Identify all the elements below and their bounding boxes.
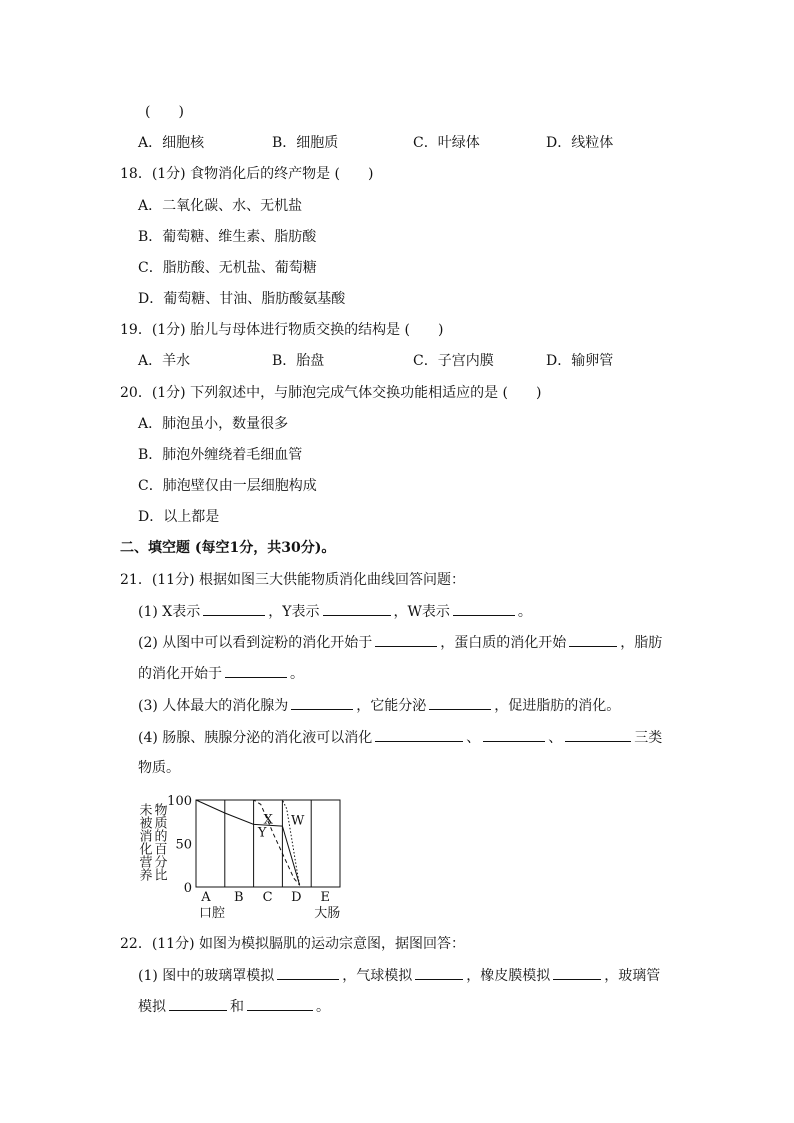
series-line-x — [196, 800, 300, 885]
q22-part1-cont — [138, 996, 330, 1017]
series-label-x: X — [263, 812, 273, 828]
q17-options — [0, 133, 794, 153]
q21-p3-text-a: (3) 人体最大的消化腺为 — [138, 698, 289, 714]
blank-line — [291, 695, 353, 710]
q21-p2-text-b: ，蛋白质的消化开始 — [440, 635, 567, 651]
x-under-label-large-intestine: 大肠 — [314, 906, 341, 919]
x-tick-label: A — [201, 890, 211, 905]
q20-option-a: A．肺泡虽小，数量很多 — [138, 416, 289, 432]
series-line-w — [196, 800, 300, 885]
q18-option-d: D．葡萄糖、甘油、脂肪酸氨基酸 — [138, 291, 346, 307]
blank-line — [169, 996, 227, 1011]
q21-p2b-text-a: 的消化开始于 — [138, 666, 222, 682]
q21-stem: 21．(11分) 根据如图三大供能物质消化曲线回答问题： — [120, 572, 466, 588]
q19-option-b: B．胎盘 — [272, 353, 325, 369]
blank-line — [483, 727, 545, 742]
q20-option-d: D．以上都是 — [138, 509, 220, 525]
q19-stem: 19．(1分) 胎儿与母体进行物质交换的结构是 ( ) — [120, 322, 444, 338]
q21-p4-text-a: (4) 肠腺、胰腺分泌的消化液可以消化 — [138, 730, 373, 746]
q17-option-d: D．线粒体 — [546, 135, 614, 151]
q17-option-b: B．细胞质 — [272, 135, 339, 151]
blank-line — [323, 601, 391, 616]
q22-p1-text-d: ，玻璃管 — [604, 968, 661, 984]
q21-part4-cont: 物质。 — [138, 760, 180, 776]
q22-p1b-text-a: 模拟 — [138, 999, 166, 1015]
q21-p4-text-b: 、 — [466, 730, 481, 746]
q22-part1 — [138, 965, 660, 986]
x-axis-ticks — [199, 890, 340, 919]
q21-p1-text-a: (1) X表示 — [138, 604, 201, 620]
q19-option-c: C．子宫内膜 — [413, 353, 494, 369]
q21-p3-text-c: ，促进脂肪的消化。 — [494, 698, 621, 714]
q21-p2b-text-b: 。 — [290, 666, 304, 682]
blank-line — [453, 601, 515, 616]
q21-part2-cont — [138, 663, 304, 684]
blank-line — [415, 965, 463, 980]
blank-line — [225, 663, 287, 678]
y-tick-label: 0 — [183, 881, 192, 896]
blank-line — [553, 965, 601, 980]
x-tick-label: E — [320, 890, 330, 905]
series-line-y — [196, 800, 300, 885]
y-axis-label-line: 未被消化营养 — [136, 803, 152, 881]
x-under-label-mouth: 口腔 — [198, 906, 226, 919]
y-tick-label: 50 — [175, 837, 192, 853]
q21-part4 — [138, 727, 662, 748]
blank-line — [375, 632, 437, 647]
q19-option-d: D．输卵管 — [546, 353, 614, 369]
q21-part1 — [138, 601, 532, 622]
q22-stem: 22．(11分) 如图为模拟膈肌的运动宗意图，据图回答： — [120, 936, 466, 952]
blank-line — [429, 695, 491, 710]
blank-line — [375, 727, 463, 742]
x-tick-label: B — [234, 890, 244, 905]
q18-stem: 18．(1分) 食物消化后的终产物是 ( ) — [120, 166, 374, 182]
digestion-curve-chart — [130, 787, 360, 919]
q22-p1b-text-c: 。 — [316, 999, 330, 1015]
q21-p4-text-c: 、 — [548, 730, 563, 746]
q21-part2 — [138, 632, 662, 653]
q17-option-a: A．细胞核 — [138, 135, 205, 151]
q21-p1-text-c: ，W表示 — [393, 604, 450, 620]
q21-part3 — [138, 695, 620, 716]
y-axis-ticks — [167, 794, 192, 896]
q21-p2-text-a: (2) 从图中可以看到淀粉的消化开始于 — [138, 635, 373, 651]
q21-p4-text-d: 三类 — [634, 730, 663, 746]
q22-p1b-text-b: 和 — [230, 999, 244, 1015]
series-layer — [196, 800, 305, 885]
q18-option-b: B．葡萄糖、维生素、脂肪酸 — [138, 229, 317, 245]
q22-p1-text-b: ，气球模拟 — [342, 968, 413, 984]
y-tick-label: 100 — [167, 794, 192, 809]
q21-p1-text-d: 。 — [517, 604, 532, 620]
q19-option-a: A．羊水 — [138, 353, 191, 369]
y-axis-label — [137, 802, 168, 881]
blank-line — [277, 965, 339, 980]
q17-answer-paren: ( ) — [145, 104, 184, 120]
q21-p2-text-c: ，脂肪 — [620, 635, 663, 651]
q21-p3-text-b: ，它能分泌 — [356, 698, 427, 714]
q17-option-c: C．叶绿体 — [413, 135, 480, 151]
q22-p1-text-a: (1) 图中的玻璃罩模拟 — [138, 968, 275, 984]
q20-option-c: C．肺泡壁仅由一层细胞构成 — [138, 478, 317, 494]
series-label-y: Y — [257, 825, 267, 841]
blank-line — [203, 601, 265, 616]
q18-option-a: A．二氧化碳、水、无机盐 — [138, 198, 303, 214]
x-tick-label: C — [262, 890, 273, 905]
blank-line — [569, 632, 617, 647]
q20-option-b: B．肺泡外缠绕着毛细血管 — [138, 447, 303, 463]
y-axis-label-line: 物质的百分比 — [151, 803, 167, 881]
series-label-w: W — [291, 813, 305, 829]
q19-options — [0, 351, 794, 371]
q18-option-c: C．脂肪酸、无机盐、葡萄糖 — [138, 260, 317, 276]
blank-line — [565, 727, 631, 742]
q20-stem: 20．(1分) 下列叙述中，与肺泡完成气体交换功能相适应的是 ( ) — [120, 385, 542, 401]
blank-line — [247, 996, 313, 1011]
section-heading: 二、填空题 (每空1分，共30分)。 — [120, 540, 336, 556]
x-tick-label: D — [291, 890, 302, 905]
q22-p1-text-c: ，橡皮膜模拟 — [466, 968, 551, 984]
q21-p1-text-b: ，Y表示 — [268, 604, 320, 620]
